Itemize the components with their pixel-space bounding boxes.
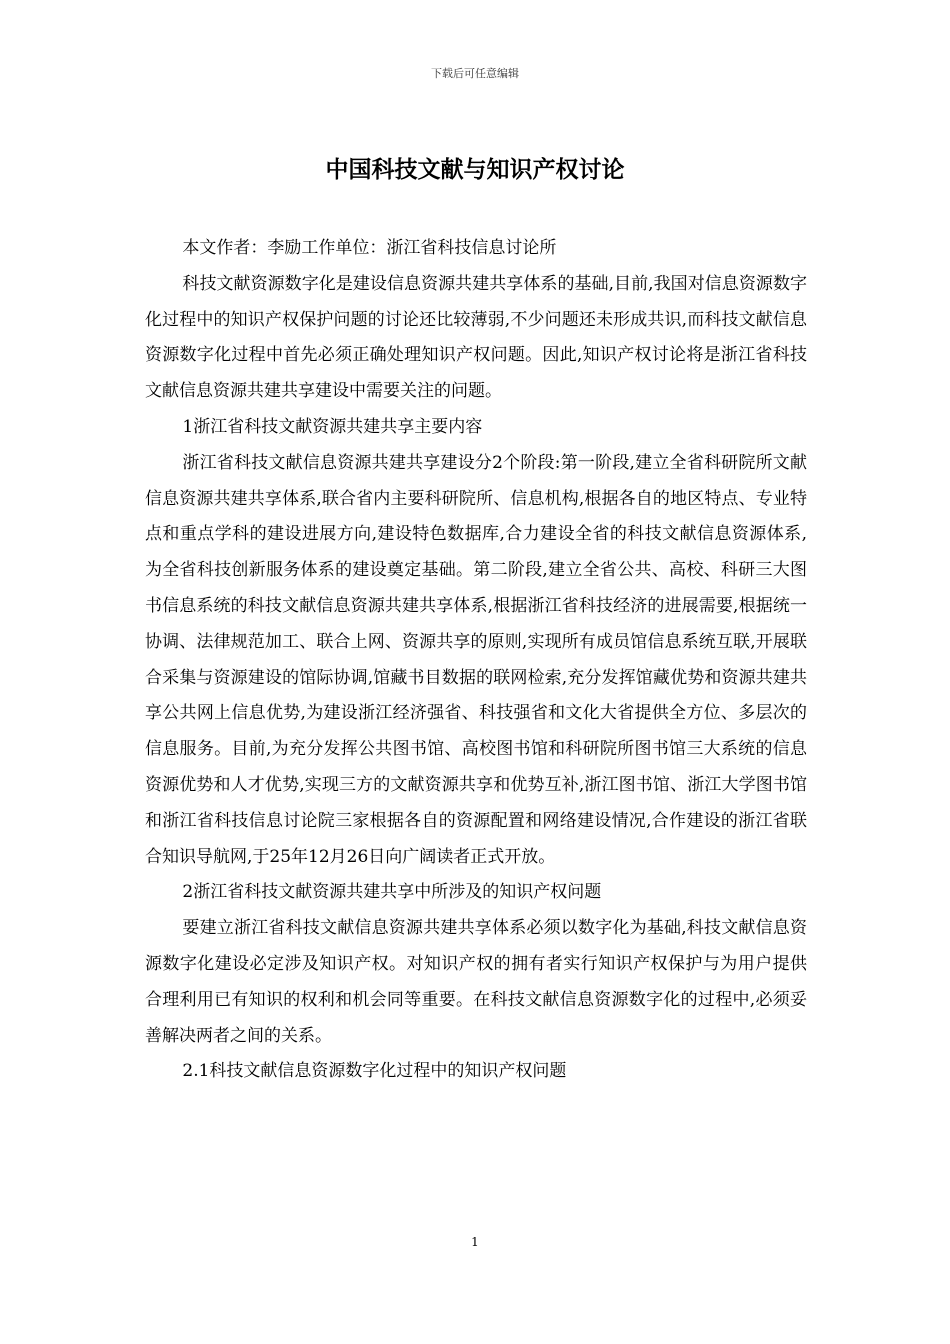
- author-line: 本文作者：李励工作单位：浙江省科技信息讨论所: [182, 238, 557, 258]
- section-1-paragraph: 浙江省科技文献信息资源共建共享建设分2个阶段:第一阶段,建立全省科研院所文献信息资源共建共享体系,联合省内主要科研院所、信息机构,根据各自的地区特点、专业特点和重点学科的建设进展方向,建设特色数据库,合力建设全省的科技文献信息资源体系,为全省科技创新服务体系的建设奠定基础。第二阶段,建立全省公共、高校、科研三大图书信息系统的科技文献信息资源共建共享体系,根据浙江省科技经济的进展需要,根据统一协调、法律规范加工、联合上网、资源共享的原则,实现所有成员馆信息系统互联,开展联合采集与资源建设的馆际协调,馆藏书目数据的联网检索,充分发挥馆藏优势和资源共建共享公共网上信息优势,为建设浙江经济强省、科技强省和文化大省提供全方位、多层次的信息服务。目前,为充分发挥公共图书馆、高校图书馆和科研院所图书馆三大系统的信息资源优势和人才优势,实现三方的文献资源共享和优势互补,浙江图书馆、浙江大学图书馆和浙江省科技信息讨论院三家根据各自的资源配置和网络建设情况,合作建设的浙江省联合知识导航网,于25年12月26日向广阔读者正式开放。: [145, 452, 807, 867]
- intro-paragraph: 科技文献资源数字化是建设信息资源共建共享体系的基础,目前,我国对信息资源数字化过程中的知识产权保护问题的讨论还比较薄弱,不少问题还未形成共识,而科技文献信息资源数字化过程中首先必须正确处理知识产权问题。因此,知识产权讨论将是浙江省科技文献信息资源共建共享建设中需要关注的问题。: [145, 273, 807, 402]
- section-2-paragraph: 要建立浙江省科技文献信息资源共建共享体系必须以数字化为基础,科技文献信息资源数字化建设必定涉及知识产权。对知识产权的拥有者实行知识产权保护与为用户提供合理利用已有知识的权利和机会同等重要。在科技文献信息资源数字化的过程中,必须妥善解决两者之间的关系。: [145, 918, 807, 1046]
- document-body: [145, 231, 807, 1090]
- section-heading-2-1: 2.1科技文献信息资源数字化过程中的知识产权问题: [182, 1061, 567, 1082]
- section-heading-2: 2浙江省科技文献资源共建共享中所涉及的知识产权问题: [182, 882, 602, 903]
- section-heading-1: 1浙江省科技文献资源共建共享主要内容: [182, 416, 483, 437]
- header-note: 下载后可任意编辑: [431, 67, 519, 80]
- page-number: 1: [471, 1235, 479, 1249]
- document-title: 中国科技文献与知识产权讨论: [325, 157, 625, 183]
